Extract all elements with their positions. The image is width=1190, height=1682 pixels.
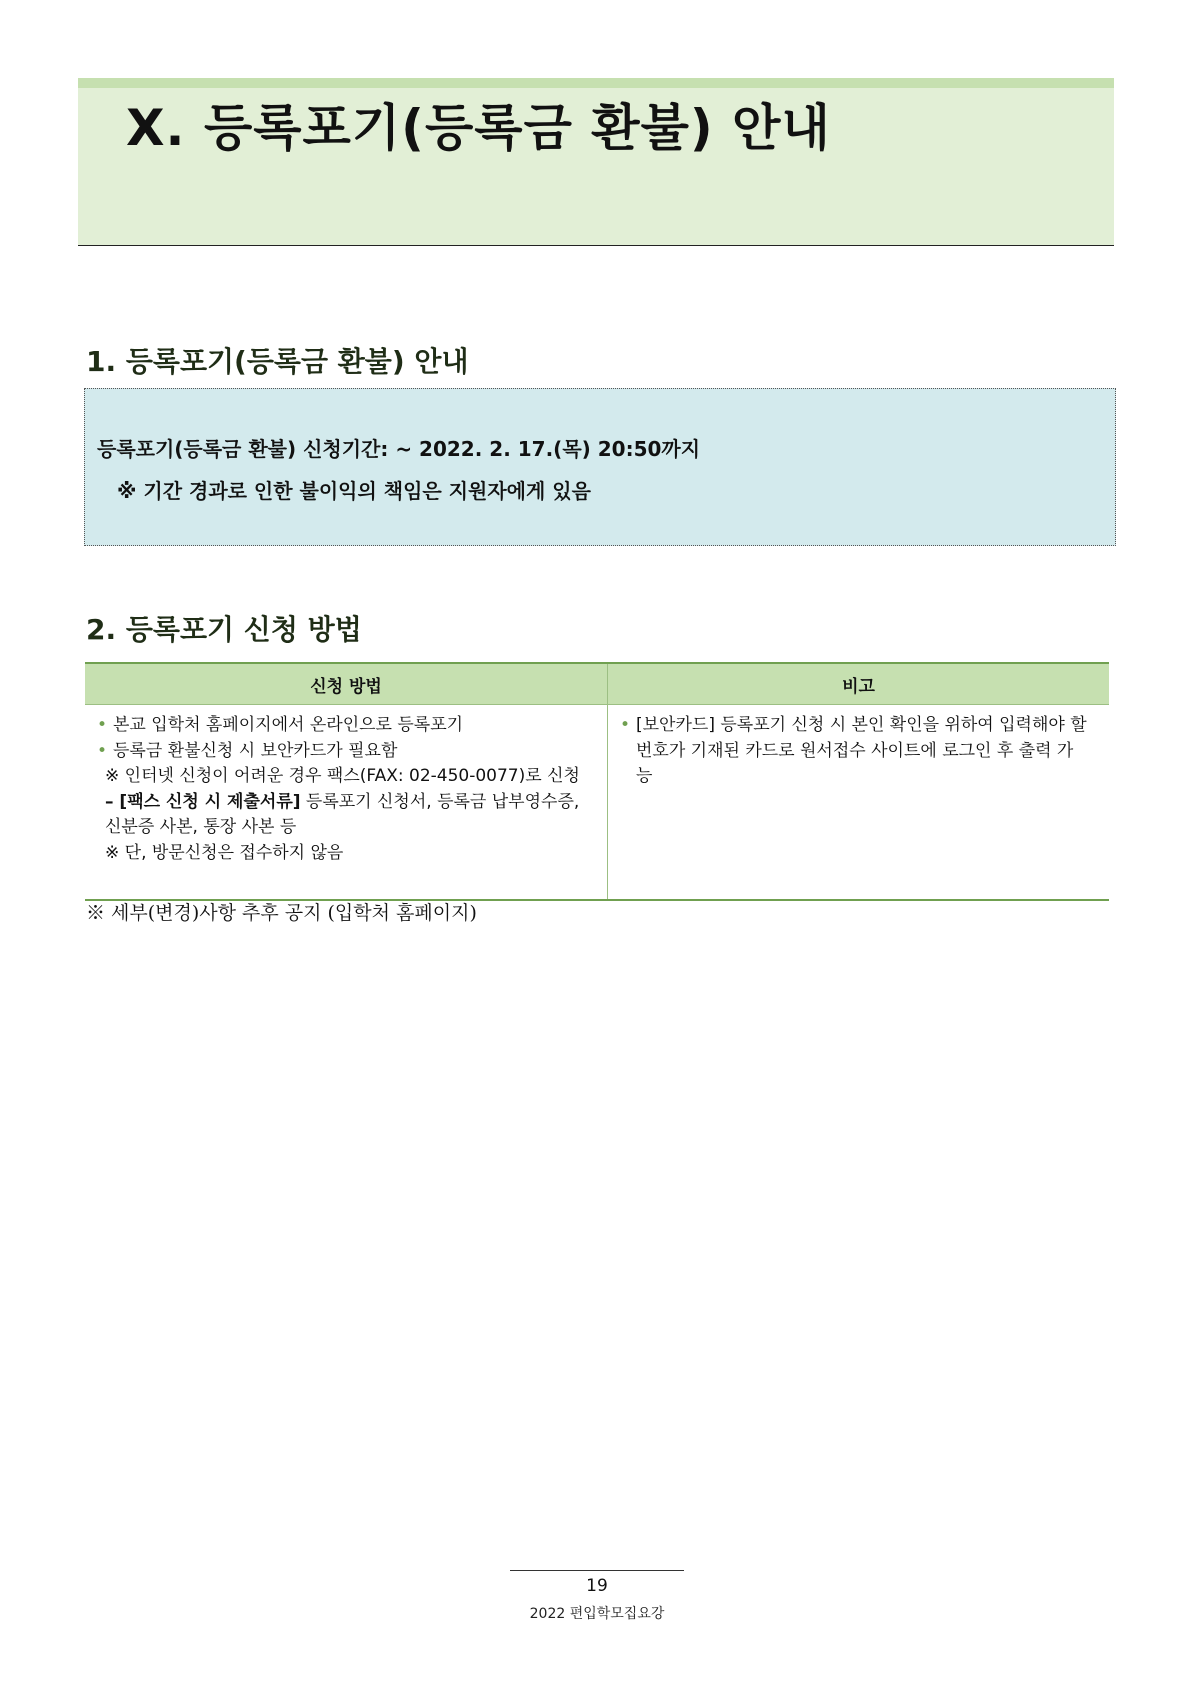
section-2-title: 2. 등록포기 신청 방법 [86,613,362,646]
method-bullet-security-card: 등록금 환불신청 시 보안카드가 필요함 [113,740,398,761]
list-item [95,739,597,765]
remark-security-card: [보안카드] 등록포기 신청 시 본인 확인을 위하여 입력해야 할 번호가 기재된 카드로 원서접수 사이트에 로그인 후 출력 가능 [636,715,1087,786]
list-item [618,713,1099,790]
bullet-dot-icon: • [97,740,108,761]
fax-note: ※ 인터넷 신청이 어려운 경우 팩스(FAX: 02-450-0077)로 신청 [105,766,580,786]
remarks-list [618,713,1099,790]
list-item [95,713,597,739]
table-row [85,705,1109,901]
bullet-dot-icon: • [620,715,631,735]
remarks-cell [608,705,1110,901]
bullet-dot-icon: • [97,715,108,735]
footer-divider [510,1570,684,1571]
page-number: 19 [586,1576,608,1596]
chapter-title: X. 등록포기(등록금 환불) 안내 [126,99,831,157]
footer-caption: 2022 편입학모집요강 [529,1606,665,1622]
method-bullet-online: 본교 입학처 홈페이지에서 온라인으로 등록포기 [113,715,464,735]
method-cell [85,705,608,901]
fax-documents-label: – [팩스 신청 시 제출서류] [105,791,301,812]
registration-period-notice [84,388,1116,546]
table-header-row [85,663,1109,705]
method-list [95,713,597,764]
visit-note: ※ 단, 방문신청은 접수하지 않음 [105,842,344,863]
period-note: ※ 기간 경과로 인한 불이익의 책임은 지원자에게 있음 [117,479,591,503]
header-remarks: 비고 [608,663,1110,705]
section-1-title: 1. 등록포기(등록금 환불) 안내 [86,345,469,378]
header-method: 신청 방법 [85,663,608,705]
application-method-table [85,662,1109,901]
footnote: ※ 세부(변경)사항 추후 공지 (입학처 홈페이지) [86,902,477,924]
period-line: 등록포기(등록금 환불) 신청기간: ~ 2022. 2. 17.(목) 20:50까지 [97,437,701,461]
fax-documents [95,790,597,841]
fax-documents-text: 등록포기 신청서, 등록금 납부영수증, 신분증 사본, 통장 사본 등 [105,791,580,837]
